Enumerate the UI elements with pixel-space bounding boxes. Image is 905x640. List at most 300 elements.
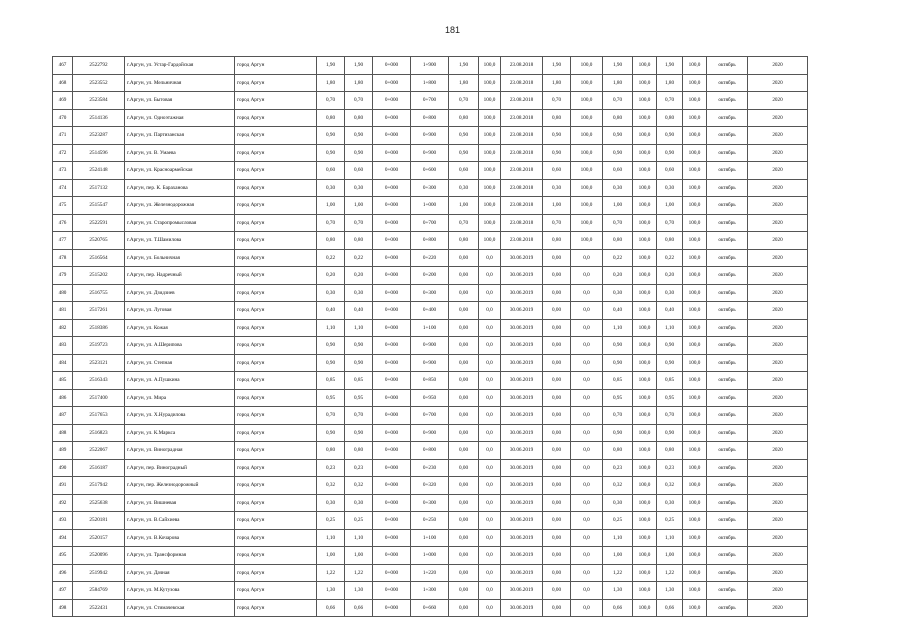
table-cell: 0,70 (317, 407, 345, 425)
table-cell: 2515547 (73, 197, 125, 215)
table-cell: г.Аргун, ул. Старопромысловая (125, 214, 235, 232)
table-cell: 0,00 (543, 494, 571, 512)
table-cell: 100,0 (479, 232, 501, 250)
table-cell: 100,0 (683, 197, 707, 215)
table-cell: 2522591 (73, 214, 125, 232)
table-cell: 0,00 (449, 302, 479, 320)
table-cell: 100,0 (633, 389, 657, 407)
table-cell: 0+000 (373, 249, 411, 267)
table-row (53, 319, 808, 337)
table-cell: 0,22 (657, 249, 683, 267)
table-cell: 2523552 (73, 74, 125, 92)
table-cell: 0,70 (543, 214, 571, 232)
table-cell: 0,0 (479, 337, 501, 355)
table-cell: 0+000 (373, 547, 411, 565)
table-cell: 0,90 (657, 337, 683, 355)
table-cell: г.Аргун, ул. Партизанская (125, 127, 235, 145)
table-cell: 2522431 (73, 599, 125, 617)
table-cell: 100,0 (633, 144, 657, 162)
table-cell: 1,10 (345, 529, 373, 547)
table-cell: 0,0 (479, 267, 501, 285)
table-cell: 467 (53, 57, 73, 75)
table-cell: 0+000 (373, 494, 411, 512)
table-cell: 0+000 (373, 582, 411, 600)
table-cell: 0,0 (571, 564, 603, 582)
table-cell: 0,30 (345, 179, 373, 197)
table-cell: г.Аргун, ул. Красноармейская (125, 162, 235, 180)
table-cell: 490 (53, 459, 73, 477)
table-cell: 0+900 (411, 144, 449, 162)
table-cell: 0+220 (411, 249, 449, 267)
table-cell: октябрь (707, 319, 748, 337)
table-cell: 0,70 (603, 92, 633, 110)
table-row (53, 354, 808, 372)
table-cell: 30.06.2019 (501, 302, 543, 320)
table-cell: 482 (53, 319, 73, 337)
table-cell: 0,00 (449, 599, 479, 617)
table-cell: 2020 (748, 337, 808, 355)
table-cell: 494 (53, 529, 73, 547)
table-row (53, 529, 808, 547)
table-cell: 0+000 (373, 74, 411, 92)
table-cell: 1,00 (543, 197, 571, 215)
table-cell: город Аргун (235, 197, 317, 215)
table-cell: 100,0 (683, 599, 707, 617)
table-cell: 0,90 (449, 127, 479, 145)
table-cell: 23.08.2018 (501, 214, 543, 232)
table-cell: 0,60 (657, 162, 683, 180)
table-cell: 23.08.2018 (501, 92, 543, 110)
table-cell: 100,0 (683, 459, 707, 477)
table-cell: 2020 (748, 179, 808, 197)
table-cell: 1+100 (411, 319, 449, 337)
table-cell: октябрь (707, 424, 748, 442)
table-cell: октябрь (707, 564, 748, 582)
table-row (53, 564, 808, 582)
table-cell: 100,0 (571, 214, 603, 232)
table-cell: 2517261 (73, 302, 125, 320)
table-cell: 0,90 (603, 127, 633, 145)
table-cell: 0,00 (543, 547, 571, 565)
table-cell: 2020 (748, 494, 808, 512)
table-cell: 2523584 (73, 92, 125, 110)
table-cell: 0,85 (345, 372, 373, 390)
table-cell: 478 (53, 249, 73, 267)
table-cell: 0,85 (657, 372, 683, 390)
table-cell: 0,30 (449, 179, 479, 197)
table-row (53, 232, 808, 250)
table-cell: 0+000 (373, 599, 411, 617)
table-row (53, 547, 808, 565)
table-cell: 2515202 (73, 267, 125, 285)
table-cell: 0,00 (543, 249, 571, 267)
table-cell: 2020 (748, 232, 808, 250)
table-cell: 0,80 (317, 442, 345, 460)
table-cell: 0,30 (657, 494, 683, 512)
table-cell: 30.06.2019 (501, 512, 543, 530)
table-cell: 1,80 (657, 74, 683, 92)
table-cell: 1,30 (345, 582, 373, 600)
table-cell: 0,70 (317, 214, 345, 232)
table-cell: 0,40 (657, 302, 683, 320)
table-cell: 2020 (748, 127, 808, 145)
table-cell: 0,00 (449, 389, 479, 407)
table-cell: г.Аргун, ул. В.Кочарова (125, 529, 235, 547)
page-number: 181 (444, 25, 461, 35)
table-cell: 100,0 (683, 529, 707, 547)
table-cell: 0,32 (603, 477, 633, 495)
table-cell: 100,0 (683, 267, 707, 285)
table-cell: 2514136 (73, 109, 125, 127)
table-cell: 1,00 (317, 197, 345, 215)
table-cell: г.Аргун, ул. Железнодорожная (125, 197, 235, 215)
table-cell: г.Аргун, ул. В. Умаева (125, 144, 235, 162)
table-cell: город Аргун (235, 442, 317, 460)
table-cell: 23.08.2018 (501, 109, 543, 127)
table-row (53, 442, 808, 460)
table-cell: 2020 (748, 424, 808, 442)
table-cell: 0,90 (317, 354, 345, 372)
table-cell: 1,90 (317, 57, 345, 75)
table-cell: город Аргун (235, 74, 317, 92)
table-cell: г.Аргун, ул. Мира (125, 389, 235, 407)
table-cell: 489 (53, 442, 73, 460)
table-cell: 0,90 (345, 354, 373, 372)
table-cell: г.Аргун, ул. Устар-Гардойская (125, 57, 235, 75)
table-cell: 1,10 (657, 529, 683, 547)
table-cell: 1,90 (345, 57, 373, 75)
table-cell: 0,00 (543, 424, 571, 442)
table-cell: 2516187 (73, 459, 125, 477)
table-row (53, 127, 808, 145)
table-cell: 0,0 (571, 459, 603, 477)
table-cell: 0,32 (317, 477, 345, 495)
table-cell: 0,0 (479, 477, 501, 495)
table-row (53, 74, 808, 92)
table-cell: 0,40 (317, 302, 345, 320)
table-cell: город Аргун (235, 582, 317, 600)
table-cell: 0,00 (543, 599, 571, 617)
table-row (53, 109, 808, 127)
table-cell: 0+000 (373, 459, 411, 477)
table-cell: 0,0 (479, 459, 501, 477)
table-cell: 1,10 (603, 319, 633, 337)
table-cell: город Аргун (235, 529, 317, 547)
table-cell: 0,70 (449, 214, 479, 232)
table-cell: 0+000 (373, 389, 411, 407)
table-cell: 0,70 (345, 92, 373, 110)
roads-table (52, 56, 808, 617)
table-cell: 0+700 (411, 407, 449, 425)
table-cell: 0,70 (345, 407, 373, 425)
table-cell: 0,90 (317, 424, 345, 442)
table-cell: город Аргун (235, 109, 317, 127)
table-cell: октябрь (707, 582, 748, 600)
table-cell: 0,60 (603, 162, 633, 180)
table-cell: 100,0 (683, 442, 707, 460)
table-cell: 0+850 (411, 372, 449, 390)
table-cell: 100,0 (633, 582, 657, 600)
table-cell: 2525638 (73, 494, 125, 512)
table-cell: г.Аргун, ул. Луговая (125, 302, 235, 320)
table-cell: 30.06.2019 (501, 407, 543, 425)
table-row (53, 249, 808, 267)
table-cell: 0,20 (657, 267, 683, 285)
table-cell: 100,0 (633, 162, 657, 180)
table-cell: 100,0 (633, 547, 657, 565)
table-cell: 0+000 (373, 337, 411, 355)
table-cell: г.Аргун, ул. В.Сайхиева (125, 512, 235, 530)
table-cell: 30.06.2019 (501, 459, 543, 477)
table-cell: 2519942 (73, 564, 125, 582)
table-cell: 1,80 (543, 74, 571, 92)
table-cell: октябрь (707, 529, 748, 547)
table-cell: 100,0 (683, 179, 707, 197)
table-cell: 0,90 (449, 144, 479, 162)
table-cell: 1,10 (657, 319, 683, 337)
table-cell: 0,90 (345, 424, 373, 442)
table-cell: 1,00 (345, 547, 373, 565)
table-cell: 0,80 (317, 109, 345, 127)
table-cell: 0,0 (479, 512, 501, 530)
table-cell: 0,0 (571, 372, 603, 390)
table-cell: 30.06.2019 (501, 582, 543, 600)
table-cell: 0,0 (479, 564, 501, 582)
table-cell: 0,90 (345, 144, 373, 162)
table-cell: 100,0 (479, 144, 501, 162)
table-cell: 0,90 (317, 337, 345, 355)
table-cell: 100,0 (571, 232, 603, 250)
table-cell: 0,20 (345, 267, 373, 285)
table-cell: 100,0 (683, 407, 707, 425)
table-cell: 100,0 (683, 372, 707, 390)
table-cell: 2020 (748, 442, 808, 460)
table-cell: 0,90 (657, 127, 683, 145)
table-cell: 0,70 (657, 92, 683, 110)
table-cell: 0,23 (345, 459, 373, 477)
table-cell: 100,0 (571, 144, 603, 162)
table-cell: 1,22 (603, 564, 633, 582)
table-cell: 2020 (748, 529, 808, 547)
table-cell: г.Аргун, ул. М.Кутузова (125, 582, 235, 600)
table-cell: 2514596 (73, 144, 125, 162)
table-cell: октябрь (707, 477, 748, 495)
table-cell: 30.06.2019 (501, 267, 543, 285)
table-cell: 30.06.2019 (501, 547, 543, 565)
table-cell: 1,22 (345, 564, 373, 582)
table-cell: 23.08.2018 (501, 144, 543, 162)
table-cell: 486 (53, 389, 73, 407)
table-cell: 100,0 (479, 92, 501, 110)
table-cell: 0,70 (603, 407, 633, 425)
table-cell: город Аргун (235, 459, 317, 477)
table-cell: 100,0 (633, 337, 657, 355)
table-cell: 0,0 (571, 442, 603, 460)
table-cell: 1,80 (317, 74, 345, 92)
table-cell: 100,0 (479, 127, 501, 145)
table-cell: 0,25 (657, 512, 683, 530)
table-cell: 0,0 (571, 512, 603, 530)
table-cell: 0,30 (345, 494, 373, 512)
table-cell: г.Аргун, ул. А.Пушкина (125, 372, 235, 390)
table-cell: 0,60 (345, 162, 373, 180)
table-cell: город Аргун (235, 564, 317, 582)
table-cell: 2520181 (73, 512, 125, 530)
table-row (53, 494, 808, 512)
table-cell: 2020 (748, 319, 808, 337)
table-cell: 0,0 (479, 407, 501, 425)
table-cell: 100,0 (633, 477, 657, 495)
table-cell: 100,0 (683, 389, 707, 407)
table-cell: 0,0 (571, 267, 603, 285)
table-cell: 0,80 (657, 232, 683, 250)
table-cell: 0,90 (543, 144, 571, 162)
table-cell: 0,90 (603, 424, 633, 442)
table-cell: 2020 (748, 92, 808, 110)
table-cell: 2020 (748, 512, 808, 530)
table-row (53, 57, 808, 75)
table-row (53, 424, 808, 442)
table-cell: 1+300 (411, 582, 449, 600)
table-cell: 0,00 (449, 529, 479, 547)
table-cell: 0,90 (603, 354, 633, 372)
table-row (53, 599, 808, 617)
table-cell: 0,0 (479, 354, 501, 372)
table-cell: 0,80 (603, 109, 633, 127)
table-cell: 0,00 (449, 512, 479, 530)
table-cell: 0,00 (449, 372, 479, 390)
table-row (53, 389, 808, 407)
table-cell: 0,30 (543, 179, 571, 197)
table-cell: 2020 (748, 459, 808, 477)
table-cell: 0,40 (603, 302, 633, 320)
table-cell: 0,30 (317, 494, 345, 512)
table-cell: 100,0 (633, 92, 657, 110)
table-cell: 0,00 (543, 529, 571, 547)
table-cell: 100,0 (571, 197, 603, 215)
table-cell: 0,80 (449, 109, 479, 127)
table-cell: 0,00 (543, 582, 571, 600)
table-cell: 1,00 (317, 547, 345, 565)
table-cell: 100,0 (633, 284, 657, 302)
table-cell: 471 (53, 127, 73, 145)
table-cell: 0,20 (603, 267, 633, 285)
table-cell: г.Аргун, ул. Вишневая (125, 494, 235, 512)
table-cell: 30.06.2019 (501, 249, 543, 267)
table-cell: 0,00 (449, 337, 479, 355)
table-cell: 0,00 (543, 459, 571, 477)
table-cell: г.Аргун, ул. А.Шерипова (125, 337, 235, 355)
table-cell: 23.08.2018 (501, 162, 543, 180)
table-cell: 481 (53, 302, 73, 320)
table-cell: 0,90 (657, 424, 683, 442)
table-cell: октябрь (707, 407, 748, 425)
table-cell: 0,22 (603, 249, 633, 267)
table-cell: октябрь (707, 162, 748, 180)
table-cell: 0+000 (373, 144, 411, 162)
table-cell: 0,00 (543, 407, 571, 425)
table-cell: 0,32 (657, 477, 683, 495)
table-cell: 100,0 (683, 284, 707, 302)
table-cell: октябрь (707, 74, 748, 92)
table-cell: 0,90 (657, 354, 683, 372)
table-cell: 30.06.2019 (501, 424, 543, 442)
table-cell: 0+000 (373, 162, 411, 180)
table-cell: 491 (53, 477, 73, 495)
table-row (53, 302, 808, 320)
table-cell: октябрь (707, 127, 748, 145)
table-cell: город Аргун (235, 407, 317, 425)
table-cell: 0+000 (373, 109, 411, 127)
table-cell: 0+000 (373, 214, 411, 232)
table-cell: 0+000 (373, 477, 411, 495)
table-cell: 492 (53, 494, 73, 512)
table-cell: 0,0 (479, 442, 501, 460)
table-cell: 100,0 (571, 127, 603, 145)
table-cell: 2516564 (73, 249, 125, 267)
table-cell: 0,00 (543, 512, 571, 530)
table-cell: 1,90 (657, 57, 683, 75)
table-cell: 30.06.2019 (501, 599, 543, 617)
table-cell: 100,0 (571, 179, 603, 197)
table-cell: 100,0 (683, 109, 707, 127)
table-cell: 0,00 (449, 547, 479, 565)
table-cell: 0+000 (373, 179, 411, 197)
table-cell: 2020 (748, 214, 808, 232)
table-cell: 23.08.2018 (501, 197, 543, 215)
table-cell: 496 (53, 564, 73, 582)
table-cell: 1,00 (657, 197, 683, 215)
table-cell: 488 (53, 424, 73, 442)
table-cell: 2020 (748, 407, 808, 425)
table-cell: 0,66 (657, 599, 683, 617)
table-cell: октябрь (707, 337, 748, 355)
table-row (53, 582, 808, 600)
table-cell: 0,00 (543, 389, 571, 407)
table-cell: г.Аргун, ул. Больничная (125, 249, 235, 267)
table-cell: 0,30 (317, 179, 345, 197)
table-cell: 0,80 (317, 232, 345, 250)
table-cell: 0,66 (345, 599, 373, 617)
table-cell: г.Аргун, ул. Трансформная (125, 547, 235, 565)
table-cell: 0,90 (345, 127, 373, 145)
table-cell: 0,60 (543, 162, 571, 180)
table-cell: 100,0 (633, 354, 657, 372)
table-cell: 0,0 (479, 529, 501, 547)
table-cell: 483 (53, 337, 73, 355)
table-cell: 0+000 (373, 127, 411, 145)
table-cell: 0+700 (411, 214, 449, 232)
table-cell: 100,0 (633, 57, 657, 75)
table-cell: 0,30 (603, 494, 633, 512)
table-cell: 100,0 (633, 424, 657, 442)
table-cell: 1,10 (345, 319, 373, 337)
table-cell: 0,0 (479, 494, 501, 512)
table-cell: 0,0 (571, 424, 603, 442)
table-cell: 479 (53, 267, 73, 285)
table-row (53, 372, 808, 390)
table-cell: 100,0 (479, 197, 501, 215)
table-cell: 0,0 (571, 337, 603, 355)
table-cell: 1,00 (657, 547, 683, 565)
table-cell: 0,0 (479, 319, 501, 337)
table-cell: 1,00 (345, 197, 373, 215)
table-cell: 497 (53, 582, 73, 600)
table-cell: 100,0 (683, 547, 707, 565)
table-cell: 100,0 (683, 582, 707, 600)
table-row (53, 92, 808, 110)
table-cell: 0,70 (317, 92, 345, 110)
